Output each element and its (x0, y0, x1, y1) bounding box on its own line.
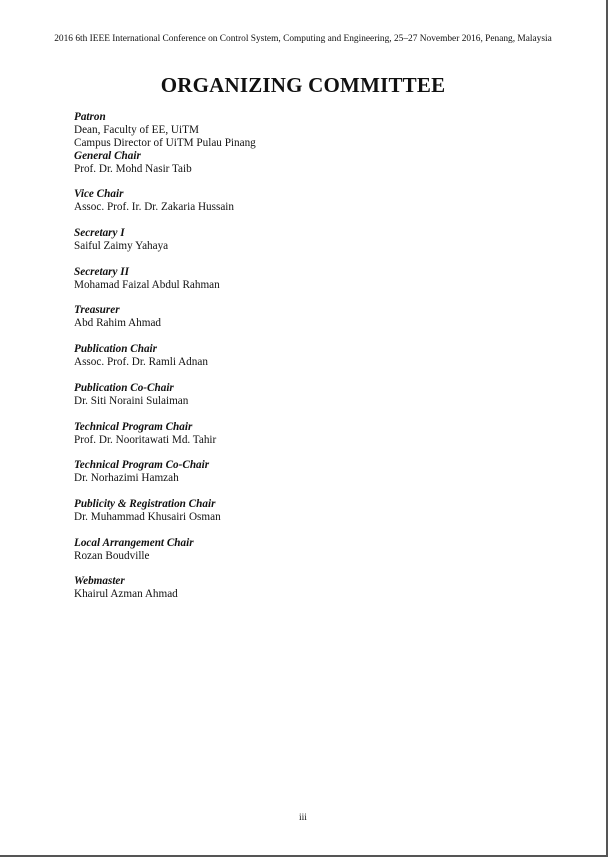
role-label: Technical Program Chair (74, 420, 193, 433)
committee-entry-general-chair (74, 150, 554, 189)
committee-entry-secretary-2 (74, 266, 554, 305)
page-title: ORGANIZING COMMITTEE (160, 73, 446, 97)
committee-entry-secretary-1 (74, 227, 554, 266)
committee-entry-publication-co-chair (74, 382, 554, 421)
committee-entry-vice-chair (74, 188, 554, 227)
running-header: 2016 6th IEEE International Conference on Control System, Computing and Engineering, 25–27 November 2016, Penang, Malaysia (54, 34, 552, 44)
role-label: Secretary II (74, 265, 129, 278)
committee-list (74, 111, 554, 614)
role-label: Technical Program Co-Chair (74, 459, 210, 472)
page-number: iii (299, 813, 307, 823)
role-label: Publication Chair (74, 343, 157, 356)
member-name: Mohamad Faizal Abdul Rahman (74, 278, 220, 291)
member-name: Dean, Faculty of EE, UiTM (74, 124, 199, 136)
member-name: Saiful Zaimy Yahaya (74, 240, 169, 253)
member-name: Dr. Siti Noraini Sulaiman (74, 394, 189, 407)
member-name: Khairul Azman Ahmad (74, 588, 178, 601)
committee-entry-treasurer (74, 304, 554, 343)
member-name: Dr. Muhammad Khusairi Osman (74, 510, 221, 523)
role-label: Local Arrangement Chair (74, 536, 194, 549)
member-name: Assoc. Prof. Dr. Ramli Adnan (74, 356, 208, 369)
committee-entry-webmaster (74, 575, 554, 614)
member-name: Prof. Dr. Mohd Nasir Taib (74, 162, 192, 175)
role-label: Treasurer (74, 304, 120, 317)
member-name: Assoc. Prof. Ir. Dr. Zakaria Hussain (74, 201, 235, 214)
member-name: Abd Rahim Ahmad (74, 317, 162, 330)
role-label: Vice Chair (74, 188, 124, 201)
role-label: General Chair (74, 149, 141, 162)
member-name: Prof. Dr. Nooritawati Md. Tahir (74, 433, 217, 446)
role-label: Webmaster (74, 575, 125, 588)
role-label: Publication Co-Chair (74, 381, 174, 394)
committee-entry-publicity-registration-chair (74, 498, 554, 537)
role-label: Secretary I (74, 227, 125, 240)
committee-entry-technical-program-chair (74, 421, 554, 460)
member-name: Campus Director of UiTM Pulau Pinang (74, 137, 256, 149)
committee-entry-local-arrangement-chair (74, 537, 554, 576)
role-label: Patron (74, 111, 106, 123)
committee-entry-publication-chair (74, 343, 554, 382)
committee-entry-patron (74, 111, 554, 150)
member-name: Dr. Norhazimi Hamzah (74, 472, 179, 485)
member-name: Rozan Boudville (74, 549, 150, 562)
role-label: Publicity & Registration Chair (74, 497, 216, 510)
committee-entry-technical-program-co-chair (74, 459, 554, 498)
